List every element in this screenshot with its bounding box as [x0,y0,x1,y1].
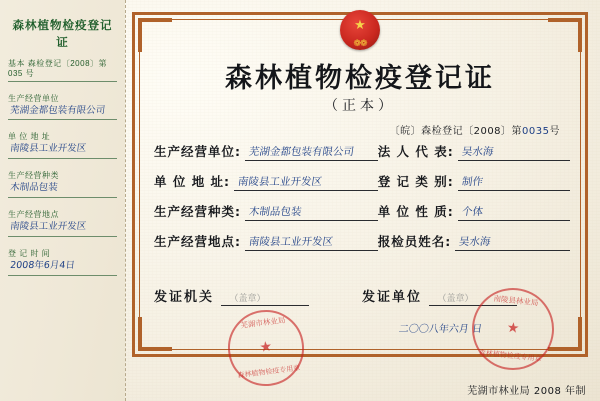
field-label: 单 位 地 址: [154,174,231,189]
field-line [234,175,378,191]
field-row [154,172,570,191]
corner-ornament [554,12,588,46]
field-value: 吴水海 [458,236,492,248]
field-value: 南陵县工业开发区 [248,236,334,248]
stub-rule [8,81,117,82]
stub-value: 南陵县工业开发区 [9,220,87,232]
certificate-body [132,12,588,357]
serial-text: 〔皖〕森检登记〔2008〕第 [389,126,523,137]
field-value: 吴水海 [460,146,495,158]
stub-value: 芜湖金都包装有限公司 [9,104,106,116]
stub-block [8,59,117,82]
field-line [458,175,570,191]
stub-title: 森林植物检疫登记证 [12,20,113,50]
stub-block [8,249,117,276]
serial-number: 0035 [522,126,550,137]
seal-bottom-text: 森林植物检疫专用章 [237,364,301,380]
field-line [458,205,570,221]
field-value: 个体 [460,206,484,218]
field-label: 报检员姓名: [377,234,452,249]
stub-rule [8,275,117,276]
unit-seal-hint: （盖章） [437,294,474,304]
field-grid [154,142,570,262]
stub-label: 单 位 地 址 [8,132,51,142]
field-label: 生产经营地点: [154,234,241,249]
field-line [458,145,570,161]
perforation-line [125,0,126,401]
field-cell [154,232,378,251]
field-line [245,235,378,251]
field-row [154,232,570,251]
stub-rule [8,197,117,198]
field-line [245,145,378,161]
seal-star-icon: ★ [505,319,521,337]
seal-star-icon: ★ [258,338,274,357]
field-cell [378,232,570,251]
seal-bottom-text: 森林植物检疫专用章 [478,348,542,364]
stub-block [8,132,117,159]
issuer-label: 发证机关 [154,290,215,305]
issue-date: 二〇〇八年六月 日 [398,324,483,335]
corner-ornament [132,12,166,46]
seal-top-text: 芜湖市林业局 [240,315,286,330]
field-label: 生产经营种类: [154,204,241,219]
field-cell [378,202,570,221]
emblem-star: ★ [354,17,366,32]
stub-label: 生产经营地点 [8,209,59,219]
field-row [154,142,570,161]
issuer-seal-hint: （盖章） [229,294,266,304]
stub-block [8,94,117,121]
unit-line [429,291,517,306]
stub-label: 基本 森检登记〔2008〕第 035 号 [8,58,108,78]
footer-caption: 芜湖市林业局 2008 年制 [467,386,586,397]
field-value: 制作 [460,176,484,188]
field-value: 南陵县工业开发区 [237,176,323,188]
stub-label: 登 记 时 间 [8,248,51,258]
stub-value: 南陵县工业开发区 [9,143,87,155]
serial-number-line [390,122,560,137]
field-row [154,202,570,221]
emblem-wheat: ❁❁ [353,38,367,48]
field-label: 登 记 类 别: [377,174,454,189]
field-cell [154,142,378,161]
stub-label: 生产经营种类 [8,171,59,181]
footer-signature-area [154,286,570,335]
unit-column [362,286,570,335]
stub-label: 生产经营单位 [8,93,59,103]
field-label: 法 人 代 表: [377,144,454,159]
field-cell [378,142,570,161]
national-emblem-icon [337,6,383,52]
field-value: 木制品包装 [248,206,303,218]
stub-block [8,210,117,237]
field-cell [154,202,378,221]
field-label: 单 位 性 质: [377,204,454,219]
stub-rule [8,236,117,237]
stub-rule [8,158,117,159]
certificate-stub [0,0,125,401]
stub-block [8,171,117,198]
stub-rule [8,119,117,120]
stub-value: 木制品包装 [9,182,59,194]
issuer-column [154,286,362,335]
issuer-line [221,291,309,306]
field-cell [154,172,378,191]
serial-suffix: 号 [549,126,560,137]
stub-value: 2008年6月4日 [9,259,76,271]
seal-top-text: 南陵县林业局 [493,293,539,308]
field-line [245,205,378,221]
field-label: 生产经营单位: [154,144,241,159]
unit-label: 发证单位 [362,290,423,305]
page-title: 森林植物检疫登记证 [225,63,495,94]
field-line [455,235,570,251]
field-cell [378,172,570,191]
field-value: 芜湖金都包装有限公司 [248,146,355,158]
page-subtitle: （正本） [324,98,396,114]
